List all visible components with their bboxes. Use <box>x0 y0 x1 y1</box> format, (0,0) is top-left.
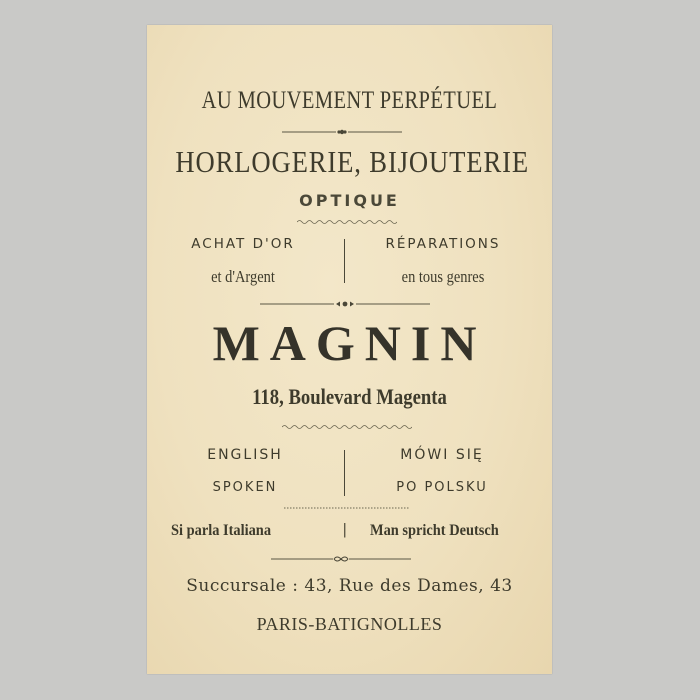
optique-label: OPTIQUE <box>299 191 400 210</box>
italian-line: Si parla Italiana <box>171 522 272 539</box>
trade-card <box>147 25 552 674</box>
trades-line: HORLOGERIE, BIJOUTERIE <box>175 144 529 179</box>
reparations-line-2: en tous genres <box>401 267 485 286</box>
ornamental-divider-1 <box>282 128 402 136</box>
ornamental-divider-3 <box>271 555 411 563</box>
wavy-underline <box>297 219 397 225</box>
polish-line-2: PO POLSKU <box>396 480 488 495</box>
english-line-1: ENGLISH <box>207 447 283 463</box>
column-separator-1 <box>344 239 345 283</box>
branch-address: Succursale : 43, Rue des Dames, 43 <box>186 576 513 596</box>
city-line: PARIS-BATIGNOLLES <box>256 614 443 634</box>
german-line: Man spricht Deutsch <box>370 522 499 539</box>
polish-line-1: MÓWI SIĘ <box>400 447 484 463</box>
shop-name: MAGNIN <box>212 315 487 371</box>
achat-line-2: et d'Argent <box>211 267 275 286</box>
achat-line-1: ACHAT D'OR <box>191 236 295 252</box>
reparations-line-1: RÉPARATIONS <box>385 236 501 252</box>
italian-german-separator: | <box>343 521 347 538</box>
ornamental-divider-2 <box>260 300 430 308</box>
card-heading: AU MOUVEMENT PERPÉTUEL <box>201 87 498 114</box>
dotted-divider <box>284 506 410 510</box>
english-line-2: SPOKEN <box>212 480 278 495</box>
wavy-divider <box>282 424 412 430</box>
column-separator-2 <box>344 450 345 496</box>
shop-address: 118, Boulevard Magenta <box>252 384 447 409</box>
